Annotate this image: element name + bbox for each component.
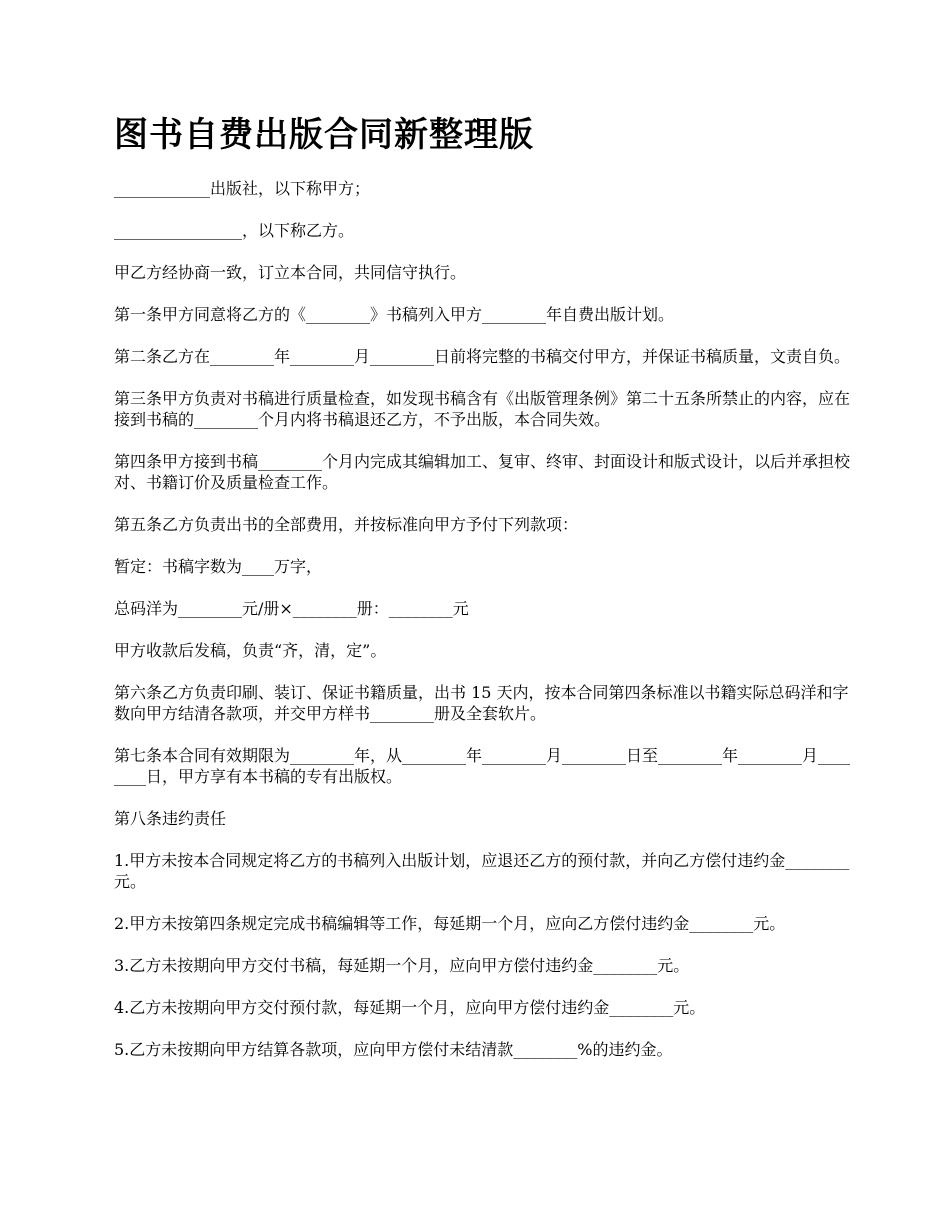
preamble: 甲乙方经协商一致，订立本合同，共同信守执行。 [114, 263, 467, 282]
article-6: 第六条乙方负责印刷、装订、保证书籍质量，出书 15 天内，按本合同第四条标准以书籍实际总码洋和字数向甲方结清各款项，并交甲方样书________册及全套软片。 [114, 683, 849, 723]
article-2: 第二条乙方在________年________月________日前将完整的书稿交付甲方，并保证书稿质量，文责自负。 [114, 347, 851, 366]
article-8-heading: 第八条违约责任 [114, 809, 227, 828]
liability-item-3: 3.乙方未按期向甲方交付书稿，每延期一个月，应向甲方偿付违约金________元。 [114, 956, 690, 975]
liability-item-4: 4.乙方未按期向甲方交付预付款，每延期一个月，应向甲方偿付违约金________元。 [114, 998, 706, 1017]
document-title: 图书自费出版合同新整理版 [114, 115, 534, 155]
liability-item-2: 2.甲方未按第四条规定完成书稿编辑等工作，每延期一个月，应向乙方偿付违约金________元。 [114, 914, 786, 933]
article-5-word-count: 暂定：书稿字数为____万字， [114, 557, 323, 576]
party-b-line: ________________，以下称乙方。 [114, 221, 355, 240]
document-body [114, 112, 854, 1081]
article-5-note: 甲方收款后发稿，负责“齐，清，定”。 [114, 641, 387, 660]
article-5-total-price: 总码洋为________元/册×________册：________元 [114, 599, 469, 618]
party-a-line: ____________出版社，以下称甲方； [114, 179, 371, 198]
article-5: 第五条乙方负责出书的全部费用，并按标准向甲方予付下列款项： [114, 515, 579, 534]
liability-item-1: 1.甲方未按本合同规定将乙方的书稿列入出版计划，应退还乙方的预付款，并向乙方偿付违约金________元。 [114, 851, 850, 891]
liability-item-5: 5.乙方未按期向甲方结算各款项，应向甲方偿付未结清款________%的违约金。 [114, 1040, 673, 1059]
article-7: 第七条本合同有效期限为________年，从________年________月________日至________年________月________日，甲方享有本书稿的专有出版权。 [114, 746, 851, 786]
article-1: 第一条甲方同意将乙方的《________》书稿列入甲方________年自费出版计划。 [114, 305, 675, 324]
article-3: 第三条甲方负责对书稿进行质量检查，如发现书稿含有《出版管理条例》第二十五条所禁止的内容，应在接到书稿的________个月内将书稿退还乙方，不予出版，本合同失效。 [114, 389, 851, 429]
article-4: 第四条甲方接到书稿________个月内完成其编辑加工、复审、终审、封面设计和版式设计，以后并承担校对、书籍订价及质量检查工作。 [114, 452, 851, 492]
